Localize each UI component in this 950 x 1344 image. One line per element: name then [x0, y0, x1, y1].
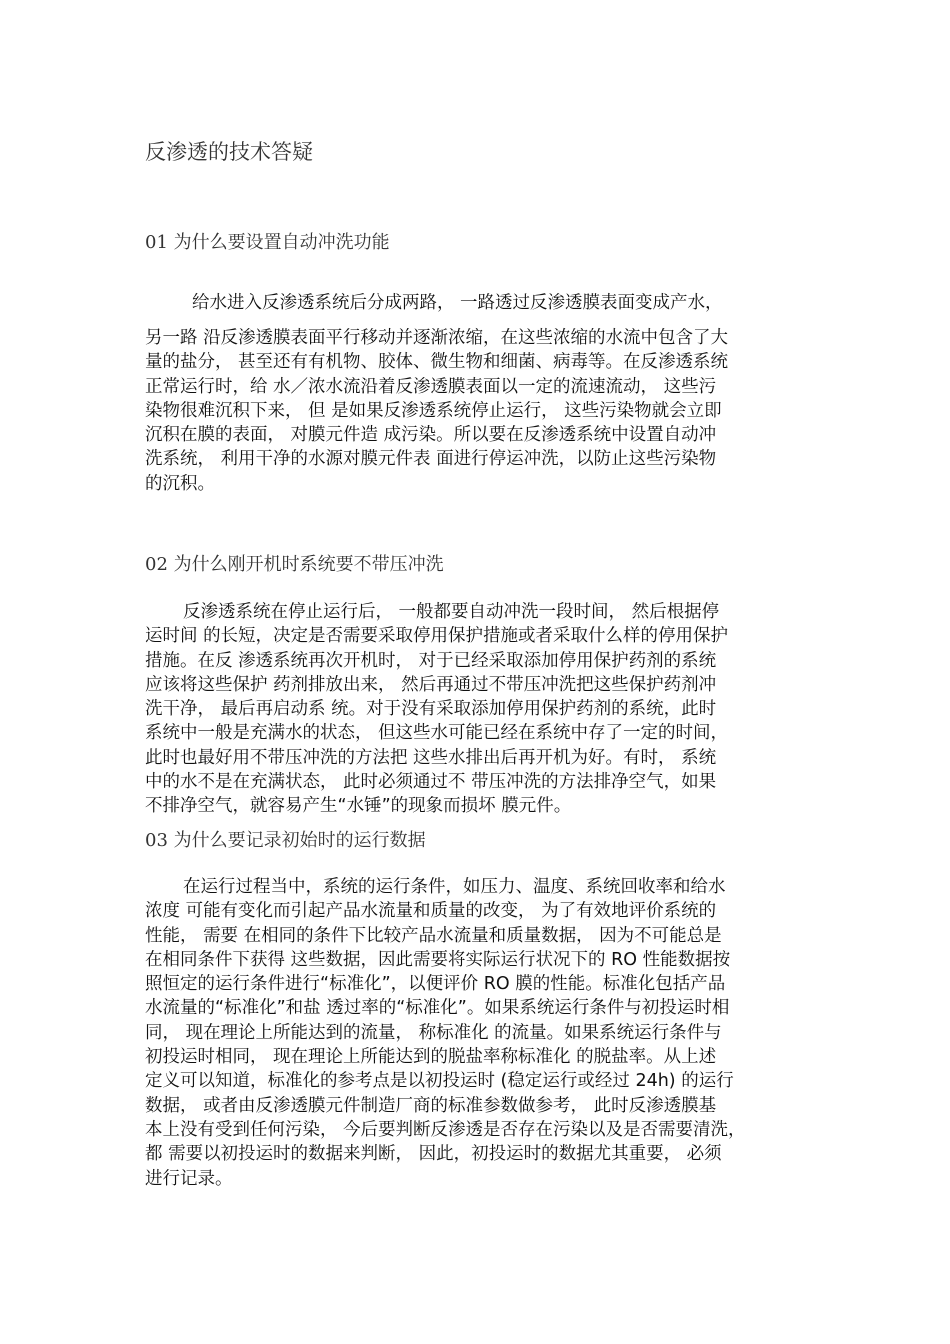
paragraph-line: 定义可以知道，标准化的参考点是以初投运时 (稳定运行或经过 24h) 的运行 — [145, 1071, 734, 1092]
section-02-paragraph — [145, 600, 815, 819]
paragraph-line: 本上没有受到任何污染， 今后要判断反渗透是否存在污染以及是否需要清洗， — [145, 1119, 746, 1140]
section-01-first-line — [192, 291, 862, 315]
paragraph-line: 水流量的“标准化”和盐 透过率的“标准化”。如果系统运行条件与初投运时相 — [145, 998, 730, 1019]
paragraph-line: 量的盐分， 甚至还有有机物、胶体、微生物和细菌、病毒等。在反渗透系统 — [145, 352, 729, 373]
paragraph-line: 此时也最好用不带压冲洗的方法把 这些水排出后再开机为好。有时， 系统 — [145, 747, 717, 768]
paragraph-line: 洗干净， 最后再启动系 统。对于没有采取添加停用保护药剂的系统，此时 — [145, 699, 717, 720]
paragraph-line: 中的水不是在充满状态， 此时必须通过不 带压冲洗的方法排净空气，如果 — [145, 772, 717, 793]
paragraph-line: 在运行过程当中，系统的运行条件，如压力、温度、系统回收率和给水 — [183, 877, 726, 897]
paragraph-line: 初投运时相同， 现在理论上所能达到的脱盐率称标准化 的脱盐率。从上述 — [145, 1047, 717, 1068]
section-03-paragraph — [145, 875, 815, 1191]
paragraph-line: 同， 现在理论上所能达到的流量， 称标准化 的流量。如果系统运行条件与 — [145, 1022, 722, 1043]
document-title: 反渗透的技术答疑 — [145, 140, 313, 164]
paragraph-line: 系统中一般是充满水的状态， 但这些水可能已经在系统中存了一定的时间， — [145, 723, 729, 744]
section-01-paragraph — [145, 326, 815, 496]
paragraph-line: 洗系统， 利用干净的水源对膜元件表 面进行停运冲洗，以防止这些污染物 — [145, 449, 717, 470]
paragraph-line: 都 需要以初投运时的数据来判断， 因此，初投运时的数据尤其重要， 必须 — [145, 1144, 722, 1165]
paragraph-line: 应该将这些保护 药剂排放出来， 然后再通过不带压冲洗把这些保护药剂冲 — [145, 674, 717, 695]
paragraph-line: 不排净空气，就容易产生“水锤”的现象而损坏 膜元件。 — [145, 796, 572, 817]
paragraph-line: 的沉积。 — [145, 473, 215, 494]
paragraph-line: 照恒定的运行条件进行“标准化”，以便评价 RO 膜的性能。标准化包括产品 — [145, 974, 726, 995]
paragraph-line: 另一路 沿反渗透膜表面平行移动并逐渐浓缩，在这些浓缩的水流中包含了大 — [145, 328, 729, 348]
paragraph-line: 给水进入反渗透系统后分成两路， 一路透过反渗透膜表面变成产水， — [192, 293, 723, 313]
paragraph-line: 运时间 的长短，决定是否需要采取停用保护措施或者采取什么样的停用保护 — [145, 626, 729, 647]
paragraph-line: 正常运行时，给 水／浓水流沿着反渗透膜表面以一定的流速流动， 这些污 — [145, 376, 717, 397]
section-02-heading: 02 为什么刚开机时系统要不带压冲洗 — [145, 554, 444, 575]
paragraph-line: 数据， 或者由反渗透膜元件制造厂商的标准参数做参考， 此时反渗透膜基 — [145, 1095, 717, 1116]
section-03-heading: 03 为什么要记录初始时的运行数据 — [145, 830, 426, 851]
paragraph-line: 措施。在反 渗透系统再次开机时， 对于已经采取添加停用保护药剂的系统 — [145, 650, 717, 671]
paragraph-line: 性能， 需要 在相同的条件下比较产品水流量和质量数据， 因为不可能总是 — [145, 925, 722, 946]
section-01-heading: 01 为什么要设置自动冲洗功能 — [145, 232, 390, 253]
paragraph-line: 染物很难沉积下来， 但 是如果反渗透系统停止运行， 这些污染物就会立即 — [145, 400, 722, 421]
paragraph-line: 浓度 可能有变化而引起产品水流量和质量的改变， 为了有效地评价系统的 — [145, 901, 717, 922]
paragraph-line: 反渗透系统在停止运行后， 一般都要自动冲洗一段时间， 然后根据停 — [183, 602, 720, 622]
paragraph-line: 沉积在膜的表面， 对膜元件造 成污染。所以要在反渗透系统中设置自动冲 — [145, 425, 717, 446]
paragraph-line: 进行记录。 — [145, 1168, 233, 1189]
paragraph-line: 在相同条件下获得 这些数据，因此需要将实际运行状况下的 RO 性能数据按 — [145, 949, 731, 970]
